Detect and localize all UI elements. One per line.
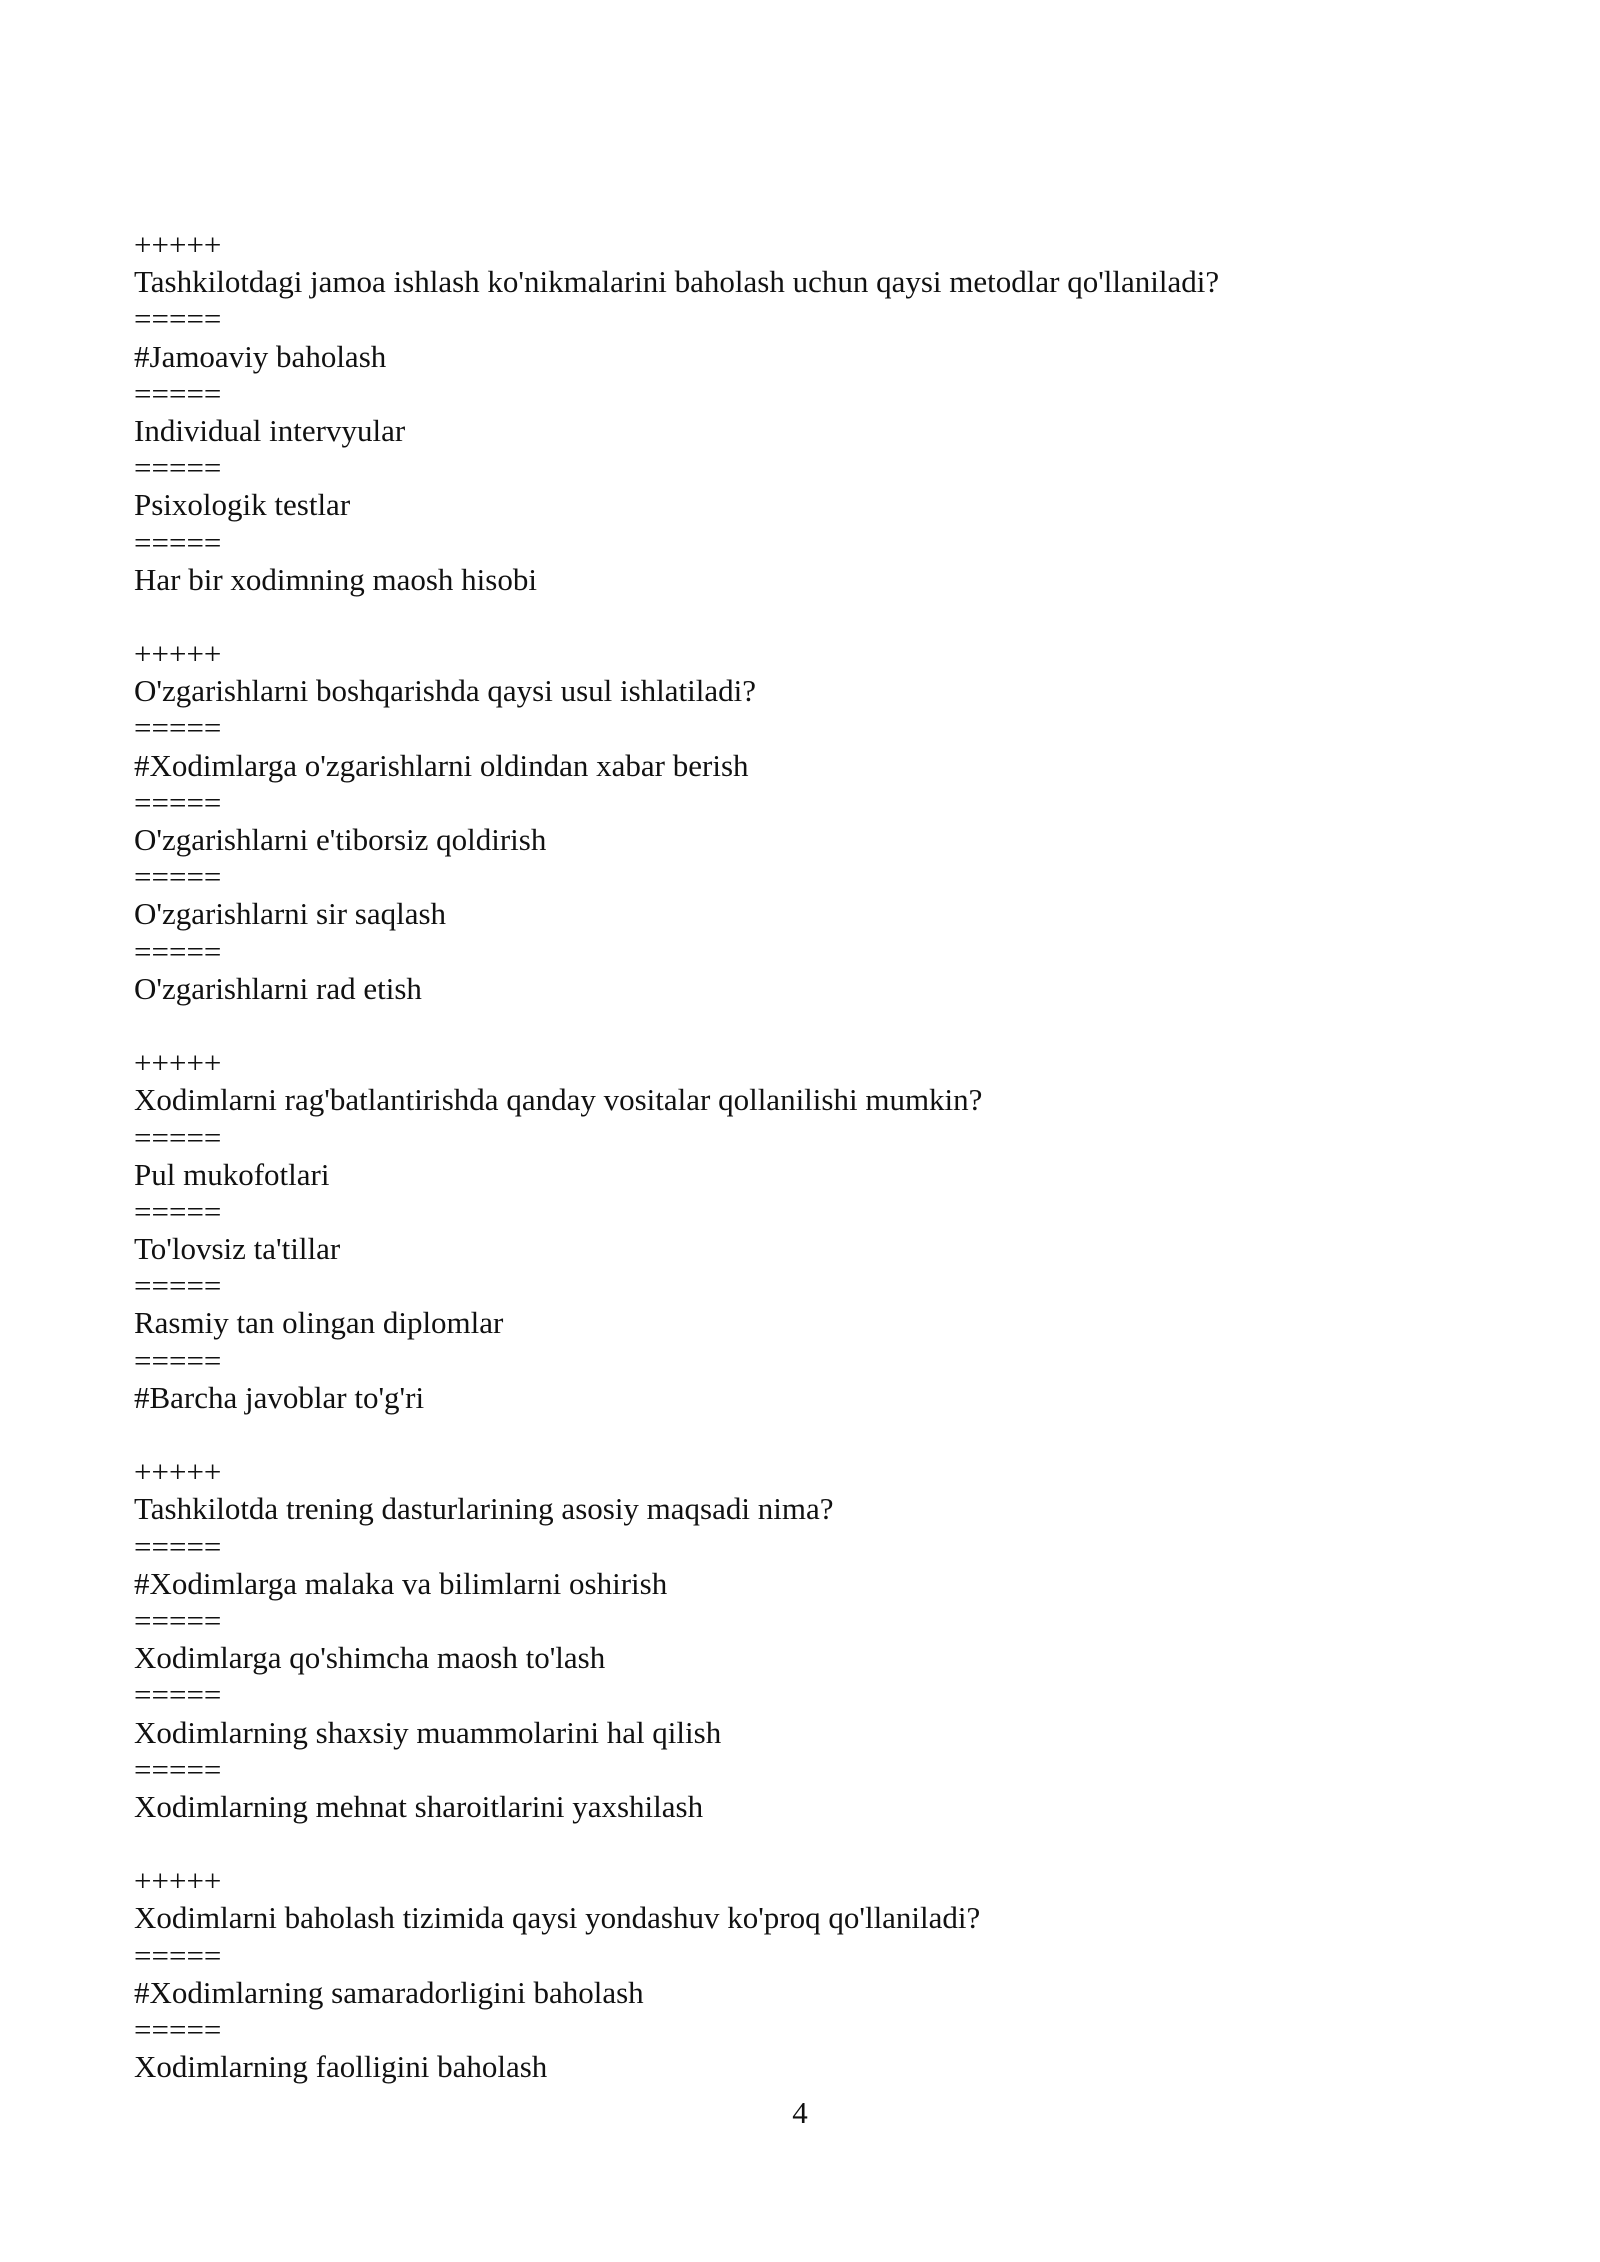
answer-option: Xodimlarning shaxsiy muammolarini hal qilish (134, 1714, 722, 1750)
answer-option: Individual intervyular (134, 412, 406, 448)
page-number: 4 (792, 2095, 808, 2130)
answer-separator: ===== (134, 2012, 222, 2047)
answer-option: O'zgarishlarni rad etish (134, 970, 422, 1006)
answer-separator: ===== (134, 1937, 222, 1973)
question-marker: +++++ (134, 1045, 222, 1081)
answer-option: #Xodimlarning samaradorligini baholash (134, 1974, 644, 2010)
answer-option: #Xodimlarga o'zgarishlarni oldindan xabar berish (134, 747, 749, 783)
answer-option: Xodimlarga qo'shimcha maosh to'lash (134, 1640, 606, 1676)
answer-option: #Jamoaviy baholash (134, 338, 387, 374)
answer-separator: ===== (134, 1268, 222, 1304)
answer-separator: ===== (134, 375, 222, 411)
answer-option: Xodimlarning faolligini baholash (134, 2049, 548, 2085)
answer-separator: ===== (134, 1528, 222, 1564)
answer-separator: ===== (134, 784, 222, 820)
question-marker: +++++ (134, 1454, 222, 1490)
answer-option: Pul mukofotlari (134, 1156, 330, 1192)
question-marker: +++++ (134, 636, 222, 672)
answer-separator: ===== (134, 1751, 222, 1787)
answer-separator: ===== (134, 933, 222, 969)
question-text: Tashkilotda trening dasturlarining asosiy maqsadi nima? (134, 1491, 834, 1527)
question-marker: +++++ (134, 1863, 222, 1899)
block-spacer (134, 598, 1474, 635)
question-block (134, 635, 1474, 1007)
question-block (134, 1044, 1474, 1416)
answer-separator: ===== (134, 524, 222, 560)
answer-separator: ===== (134, 1677, 222, 1713)
question-text: Tashkilotdagi jamoa ishlash ko'nikmalarini baholash uchun qaysi metodlar qo'llaniladi? (134, 264, 1220, 300)
question-block (134, 1453, 1474, 1825)
answer-option: O'zgarishlarni sir saqlash (134, 896, 447, 932)
answer-option: #Barcha javoblar to'g'ri (134, 1379, 425, 1415)
answer-option: To'lovsiz ta'tillar (134, 1231, 341, 1267)
answer-option: Har bir xodimning maosh hisobi (134, 561, 537, 597)
question-text: O'zgarishlarni boshqarishda qaysi usul ishlatiladi? (134, 673, 757, 709)
answer-separator: ===== (134, 1119, 222, 1155)
question-block (134, 1862, 1474, 2085)
answer-option: O'zgarishlarni e'tiborsiz qoldirish (134, 822, 547, 857)
question-text: Xodimlarni rag'batlantirishda qanday vositalar qollanilishi mumkin? (134, 1082, 983, 1118)
answer-option: Psixologik testlar (134, 487, 351, 523)
question-marker: +++++ (134, 227, 222, 262)
question-text: Xodimlarni baholash tizimida qaysi yondashuv ko'proq qo'llaniladi? (134, 1900, 981, 1936)
block-spacer (134, 1825, 1474, 1862)
answer-separator: ===== (134, 450, 222, 486)
answer-separator: ===== (134, 1193, 222, 1229)
answer-option: #Xodimlarga malaka va bilimlarni oshirish (134, 1565, 668, 1601)
block-spacer (134, 1007, 1474, 1044)
answer-separator: ===== (134, 1342, 222, 1378)
block-spacer (134, 1416, 1474, 1453)
answer-separator: ===== (134, 859, 222, 895)
answer-separator: ===== (134, 301, 222, 337)
answer-separator: ===== (134, 710, 222, 746)
answer-separator: ===== (134, 1602, 222, 1638)
question-block (134, 226, 1474, 598)
answer-option: Rasmiy tan olingan diplomlar (134, 1305, 504, 1341)
document-body (134, 226, 1474, 2085)
answer-option: Xodimlarning mehnat sharoitlarini yaxshilash (134, 1788, 704, 1824)
